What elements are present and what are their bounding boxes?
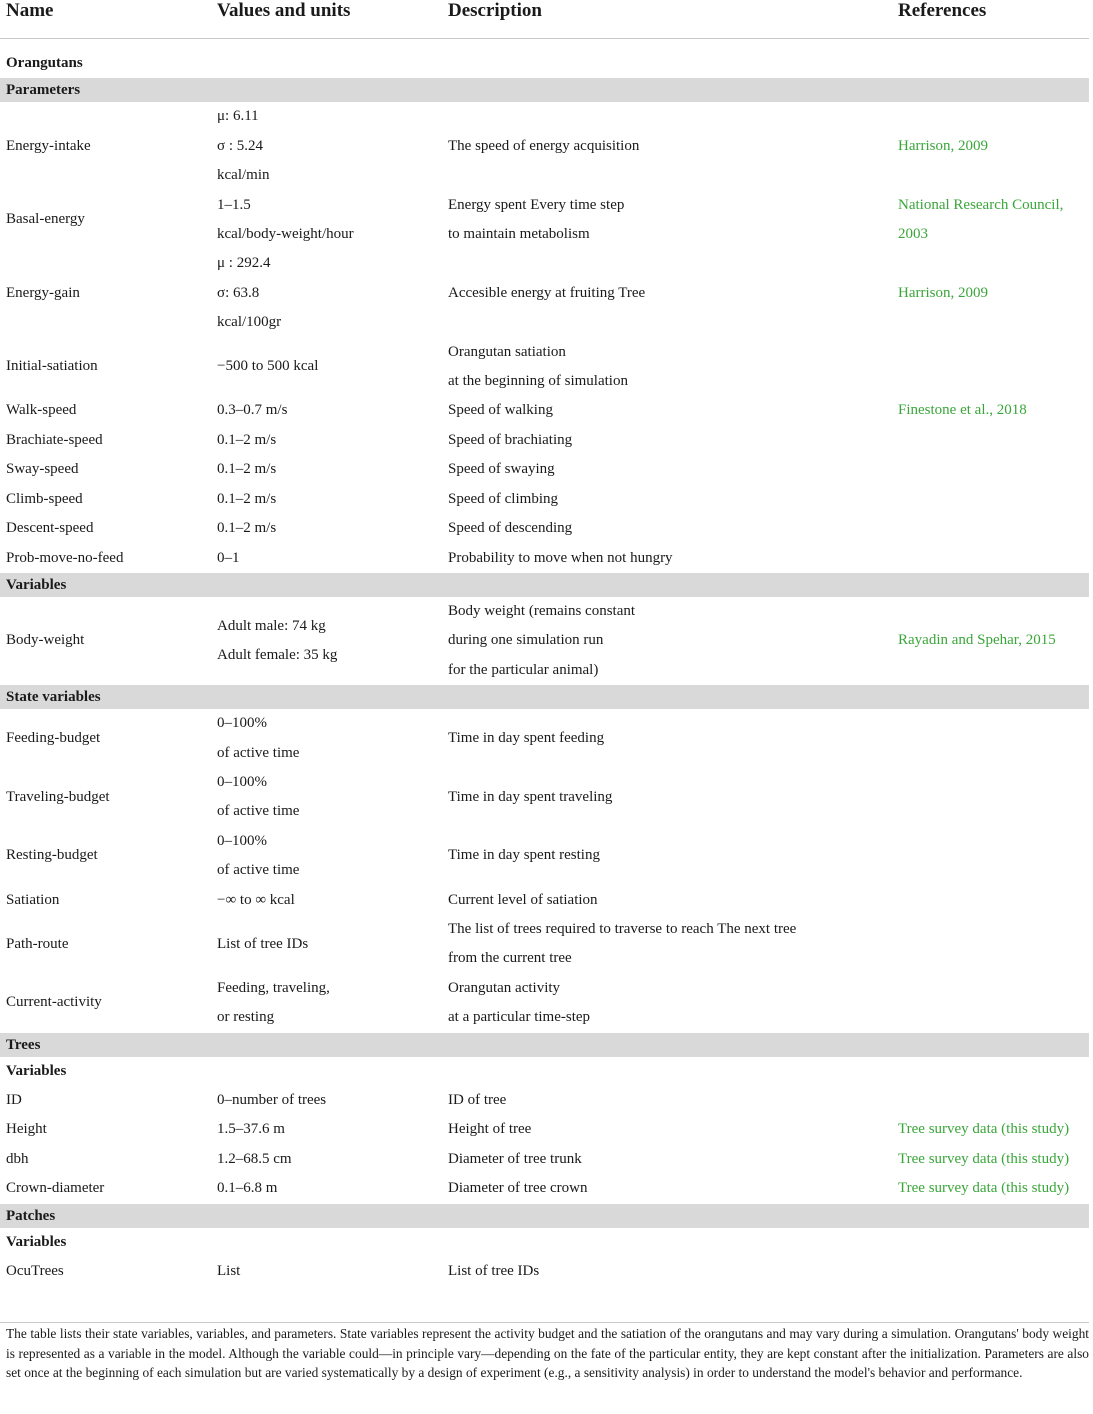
cell-reference <box>892 1145 1089 1174</box>
cell-name: Body-weight <box>6 632 85 649</box>
cell-description-line: ID of tree <box>448 1092 507 1108</box>
cell-reference <box>892 886 1089 915</box>
cell-reference <box>892 485 1089 514</box>
band-title: Parameters <box>0 78 1089 102</box>
cell-values-line: −∞ to ∞ kcal <box>217 891 295 908</box>
cell-reference <box>892 1115 1089 1144</box>
cell-values-line: σ: 63.8 <box>217 284 260 301</box>
cell-description <box>442 1174 892 1203</box>
cell-reference <box>892 396 1089 425</box>
cell-description-line: Speed of brachiating <box>448 431 573 448</box>
band-title: Trees <box>0 1033 1089 1057</box>
cell-name: Walk-speed <box>6 402 77 419</box>
cell-description <box>442 974 892 1033</box>
cell-values-line: 0.1–2 m/s <box>217 490 277 507</box>
cell-values <box>211 709 442 768</box>
cell-name: ID <box>6 1092 22 1108</box>
cell-values-line: Adult female: 35 kg <box>217 647 338 664</box>
cell-description <box>442 1145 892 1174</box>
cell-values <box>211 249 442 337</box>
cell-description <box>442 191 892 250</box>
cell-values-line: 1.2–68.5 cm <box>217 1150 292 1167</box>
cell-description-line: Speed of swaying <box>448 461 555 478</box>
cell-values-line: μ: 6.11 <box>217 108 259 125</box>
cell-name: Prob-move-no-feed <box>6 549 124 566</box>
cell-values <box>211 1257 442 1286</box>
cell-description-line: Body weight (remains constant <box>448 602 636 619</box>
cell-description <box>442 915 892 974</box>
band-variables <box>0 573 1089 597</box>
cell-values <box>211 1086 442 1115</box>
cell-values <box>211 514 442 543</box>
cell-reference-line: Tree survey data (this study) <box>898 1150 1070 1167</box>
cell-values-line: 0–1 <box>217 549 240 566</box>
cell-description-line: Diameter of tree crown <box>448 1180 588 1197</box>
cell-description <box>442 514 892 543</box>
cell-reference-line: Harrison, 2009 <box>898 284 988 301</box>
cell-values-line: of active time <box>217 744 300 761</box>
section-trees-variables <box>0 1057 1089 1086</box>
cell-description <box>442 426 892 455</box>
table-row <box>0 1115 1089 1144</box>
cell-description-line: Orangutan satiation <box>448 343 566 360</box>
cell-values-line: of active time <box>217 803 300 820</box>
cell-values <box>211 1115 442 1144</box>
cell-description <box>442 886 892 915</box>
cell-description <box>442 249 892 337</box>
cell-values-line: kcal/min <box>217 167 270 184</box>
cell-description <box>442 827 892 886</box>
section-title: Orangutans <box>6 55 83 71</box>
cell-description-line: Speed of climbing <box>448 490 558 507</box>
cell-reference <box>892 974 1089 1033</box>
section-orangutans <box>0 49 1089 78</box>
band-title: Patches <box>0 1204 1089 1228</box>
spacer-row <box>0 39 1089 50</box>
cell-description-line: Speed of descending <box>448 520 573 537</box>
cell-values-line: kcal/body-weight/hour <box>217 226 354 243</box>
cell-description-line: Orangutan activity <box>448 979 561 996</box>
table-row <box>0 915 1089 974</box>
cell-description <box>442 768 892 827</box>
cell-values <box>211 102 442 190</box>
cell-values-line: 0–100% <box>217 773 267 790</box>
cell-values-line: 0.1–6.8 m <box>217 1180 278 1197</box>
section-title: Variables <box>6 1233 67 1250</box>
cell-reference <box>892 102 1089 190</box>
cell-name: Current-activity <box>6 994 102 1011</box>
cell-description-line: The speed of energy acquisition <box>448 137 640 154</box>
cell-description-line: Speed of walking <box>448 402 553 419</box>
cell-name: Satiation <box>6 891 60 908</box>
cell-values-line: 0.1–2 m/s <box>217 461 277 478</box>
cell-reference <box>892 544 1089 573</box>
cell-values <box>211 426 442 455</box>
band-state-variables <box>0 685 1089 709</box>
cell-values-line: 0.1–2 m/s <box>217 520 277 537</box>
cell-description-line: Height of tree <box>448 1121 532 1138</box>
cell-reference <box>892 455 1089 484</box>
cell-values-line: 1–1.5 <box>217 196 251 213</box>
cell-values-line: Feeding, traveling, <box>217 979 330 996</box>
header-references: References <box>892 0 1089 39</box>
cell-reference <box>892 709 1089 768</box>
cell-name: Basal-energy <box>6 211 85 228</box>
cell-values <box>211 768 442 827</box>
cell-reference <box>892 514 1089 543</box>
cell-description <box>442 102 892 190</box>
cell-values <box>211 455 442 484</box>
cell-name: Energy-intake <box>6 137 91 154</box>
header-description: Description <box>442 0 892 39</box>
cell-values <box>211 974 442 1033</box>
cell-name: OcuTrees <box>6 1263 64 1280</box>
table-header-row <box>0 0 1089 39</box>
cell-description-line: Probability to move when not hungry <box>448 549 673 566</box>
band-parameters <box>0 78 1089 102</box>
section-patches-variables <box>0 1228 1089 1257</box>
cell-values-line: List <box>217 1263 241 1280</box>
cell-reference <box>892 1086 1089 1115</box>
cell-reference-line: National Research Council, <box>898 196 1064 213</box>
cell-reference <box>892 827 1089 886</box>
cell-values-line: List of tree IDs <box>217 935 309 952</box>
cell-values-line: Adult male: 74 kg <box>217 617 326 634</box>
cell-values <box>211 1174 442 1203</box>
cell-reference <box>892 768 1089 827</box>
cell-reference <box>892 249 1089 337</box>
table-row <box>0 1145 1089 1174</box>
cell-values-line: 1.5–37.6 m <box>217 1121 285 1138</box>
cell-description-line: List of tree IDs <box>448 1263 540 1280</box>
cell-reference <box>892 1174 1089 1203</box>
band-title: Variables <box>0 573 1089 597</box>
table-row <box>0 709 1089 768</box>
cell-description <box>442 709 892 768</box>
table-row <box>0 249 1089 337</box>
table-row <box>0 1086 1089 1115</box>
cell-name: Traveling-budget <box>6 788 110 805</box>
cell-values-line: kcal/100gr <box>217 314 282 331</box>
cell-reference-line: Finestone et al., 2018 <box>898 402 1027 419</box>
table-row <box>0 1257 1089 1286</box>
cell-reference-line: Harrison, 2009 <box>898 137 988 154</box>
band-trees <box>0 1033 1089 1057</box>
cell-description-line: Accesible energy at fruiting Tree <box>448 284 646 301</box>
cell-description <box>442 1086 892 1115</box>
cell-values <box>211 485 442 514</box>
cell-values <box>211 886 442 915</box>
cell-values-line: 0–number of trees <box>217 1092 327 1108</box>
cell-reference-line: Tree survey data (this study) <box>898 1180 1070 1197</box>
cell-values-line: σ : 5.24 <box>217 137 264 154</box>
table-row <box>0 1174 1089 1203</box>
cell-name: Climb-speed <box>6 490 83 507</box>
table-row <box>0 886 1089 915</box>
table-row <box>0 102 1089 190</box>
cell-name: Height <box>6 1121 47 1138</box>
cell-description <box>442 455 892 484</box>
cell-name: Crown-diameter <box>6 1180 105 1197</box>
table-row <box>0 396 1089 425</box>
cell-description-line: for the particular animal) <box>448 661 599 678</box>
cell-reference <box>892 915 1089 974</box>
cell-name: Resting-budget <box>6 847 98 864</box>
cell-description-line: Time in day spent resting <box>448 847 600 864</box>
table-row <box>0 191 1089 250</box>
cell-values <box>211 1145 442 1174</box>
cell-reference <box>892 597 1089 685</box>
cell-description <box>442 1257 892 1286</box>
cell-name: Path-route <box>6 935 69 952</box>
header-values: Values and units <box>211 0 442 39</box>
cell-values-line: 0–100% <box>217 715 267 732</box>
cell-name: Descent-speed <box>6 520 94 537</box>
cell-values <box>211 827 442 886</box>
cell-values <box>211 396 442 425</box>
cell-name: Energy-gain <box>6 284 80 301</box>
cell-description-line: to maintain metabolism <box>448 226 590 243</box>
cell-description-line: at a particular time-step <box>448 1009 591 1026</box>
section-title: Variables <box>6 1062 67 1079</box>
table-row <box>0 827 1089 886</box>
table-footnote: The table lists their state variables, variables, and parameters. State variables represent the activity budget and the satiation of the orangutans and may vary during a simulation. Orangutans' body weight is represented as a variable in the model. Although the variable could—in principle vary—depending on the fate of the particular entity, they are kept constant after the initialization. Parameters are also set once at the beginning of each simulation but are varied systematically by a design of experiment (e.g., a sensitivity analysis) in order to understand the model's behavior and performance. <box>6 1326 1089 1380</box>
cell-values-line: −500 to 500 kcal <box>217 358 319 375</box>
band-title: State variables <box>0 685 1089 709</box>
cell-reference-line: Rayadin and Spehar, 2015 <box>898 632 1056 649</box>
cell-name: dbh <box>6 1150 29 1167</box>
cell-description <box>442 1115 892 1144</box>
cell-values <box>211 191 442 250</box>
cell-reference-line: Tree survey data (this study) <box>898 1121 1070 1138</box>
cell-values <box>211 597 442 685</box>
band-patches <box>0 1204 1089 1228</box>
cell-description <box>442 485 892 514</box>
cell-name: Initial-satiation <box>6 358 98 375</box>
cell-description <box>442 396 892 425</box>
table-row <box>0 768 1089 827</box>
cell-description-line: Current level of satiation <box>448 891 598 908</box>
cell-values-line: of active time <box>217 862 300 879</box>
cell-reference <box>892 191 1089 250</box>
cell-values-line: 0.1–2 m/s <box>217 431 277 448</box>
cell-description <box>442 597 892 685</box>
cell-description-line: Energy spent Every time step <box>448 196 625 213</box>
cell-name: Feeding-budget <box>6 729 101 746</box>
header-name: Name <box>0 0 211 39</box>
table-row <box>0 455 1089 484</box>
cell-values-line: 0–100% <box>217 832 267 849</box>
cell-values <box>211 338 442 397</box>
cell-reference <box>892 426 1089 455</box>
table-row <box>0 485 1089 514</box>
cell-values-line: or resting <box>217 1009 275 1026</box>
cell-values <box>211 544 442 573</box>
cell-name: Sway-speed <box>6 461 79 478</box>
table-row <box>0 974 1089 1033</box>
table-row <box>0 338 1089 397</box>
table-row <box>0 514 1089 543</box>
cell-description-line: Time in day spent feeding <box>448 729 605 746</box>
cell-description <box>442 338 892 397</box>
cell-reference <box>892 338 1089 397</box>
footnote-divider <box>0 1322 1089 1323</box>
cell-description-line: Diameter of tree trunk <box>448 1150 582 1167</box>
cell-description-line: at the beginning of simulation <box>448 373 628 390</box>
table-row <box>0 544 1089 573</box>
cell-reference-line: 2003 <box>898 226 928 243</box>
cell-name: Brachiate-speed <box>6 431 103 448</box>
cell-description-line: Time in day spent traveling <box>448 788 613 805</box>
cell-values-line: 0.3–0.7 m/s <box>217 402 288 419</box>
cell-values-line: μ : 292.4 <box>217 255 271 272</box>
cell-description-line: The list of trees required to traverse to reach The next tree <box>448 920 797 937</box>
table-row <box>0 426 1089 455</box>
cell-description <box>442 544 892 573</box>
table-row <box>0 597 1089 685</box>
cell-description-line: during one simulation run <box>448 632 604 649</box>
table-body <box>0 39 1089 1287</box>
cell-values <box>211 915 442 974</box>
cell-description-line: from the current tree <box>448 950 572 967</box>
cell-reference <box>892 1257 1089 1286</box>
